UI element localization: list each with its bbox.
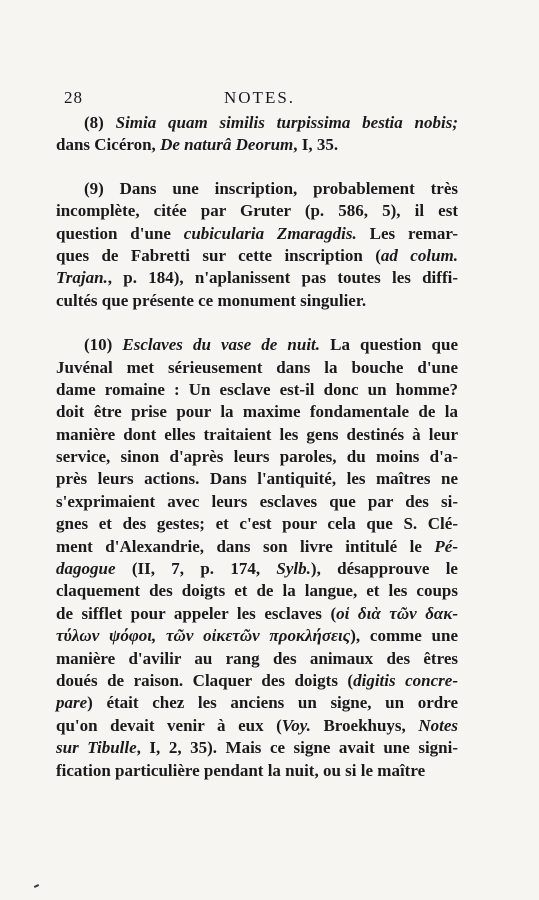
text-line [56,178,458,200]
text-segment: , I, 35. [293,135,339,155]
text-segment: manière d'avilir au rang des animaux des êtres [56,648,458,668]
text-segment: , I, 2, 35). Mais ce signe avait une signi- [136,738,459,758]
text-segment: , p. 184), n'aplanissent pas toutes les diffi- [107,268,458,288]
running-title: NOTES. [224,88,296,107]
text-segment: manière dont elles traitaient les gens destinés à leur [56,424,458,444]
text-segment: (II, 7, p. 174, [115,559,277,579]
text-segment: dans Cicéron, [56,135,161,155]
text-segment: Juvénal met sérieusement dans la bouche d'une [56,357,458,377]
text-segment: Les remar- [356,223,458,243]
text-segment: (10) [84,335,123,355]
italic-text: pare [56,693,88,713]
notes-body [56,112,458,782]
text-line [56,334,458,356]
text-line [56,446,458,468]
text-line [56,536,458,558]
text-segment: qu'on devait venir à eux ( [56,715,282,735]
text-line [56,200,458,222]
text-segment: fication particulière pendant la nuit, ou si le maître [56,760,426,780]
ink-speck [34,884,39,888]
italic-text: τύλων ψόφοι, τῶν οἰκετῶν προκλήσεις [56,626,351,646]
text-segment: près leurs actions. Dans l'antiquité, les maîtres ne [56,469,458,489]
italic-text: dagogue [56,559,116,579]
text-line [56,513,458,535]
text-segment: doués de raison. Claquer des doigts ( [56,670,354,690]
note-9 [56,178,458,312]
text-segment: de sifflet pour appeler les esclaves ( [56,603,337,623]
text-line [56,580,458,602]
text-segment: (9) Dans une inscription, probablement très [84,178,458,198]
text-segment: gnes et des gestes; et c'est pour cela que S. Clé- [56,514,458,534]
text-line [56,692,458,714]
italic-text: cubicularia Zmaragdis. [183,223,357,243]
text-segment: dame romaine : Un esclave est-il donc un homme? [56,379,458,399]
text-segment: ) était chez les anciens un signe, un ordre [87,693,458,713]
page-number: 28 [64,88,83,107]
text-line [56,648,458,670]
italic-text: sur Tibulle [56,738,137,758]
text-segment: La question que [320,335,459,355]
text-line [56,134,458,156]
text-line [56,491,458,513]
text-line [56,468,458,490]
italic-text: De naturâ Deorum [160,135,294,155]
italic-text: Simia quam similis turpissima bestia nobis; [115,113,459,132]
italic-text: Esclaves du vase de nuit. [122,335,321,355]
text-line [56,670,458,692]
text-segment: ), comme une [350,626,458,646]
italic-text: Trajan. [56,268,108,288]
text-segment: ment d'Alexandrie, dans son livre intitulé le [56,536,435,556]
italic-text: Notes [418,715,459,735]
text-line [56,625,458,647]
italic-text: οἱ διὰ τῶν δακ- [336,603,458,623]
text-segment: Broekhuys, [310,715,419,735]
text-line [56,245,458,267]
text-line [56,379,458,401]
italic-text: ad colum. [380,245,458,265]
italic-text: Voy. [281,715,311,735]
text-segment: s'exprimaient avec leurs esclaves que par des si- [56,491,458,511]
text-segment: (8) [84,113,116,132]
text-segment: doit être prise pour la maxime fondamentale de la [56,402,458,422]
text-line [56,603,458,625]
text-line [56,112,458,134]
text-segment: cultés que présente ce monument singulier. [56,290,367,310]
text-line [56,401,458,423]
text-line [56,715,458,737]
text-segment: incomplète, citée par Gruter (p. 586, 5), il est [56,201,458,221]
text-line [56,558,458,580]
running-header [64,88,464,108]
text-segment: ques de Fabretti sur cette inscription ( [56,245,381,265]
text-line [56,357,458,379]
text-line [56,424,458,446]
italic-text: digitis concre- [353,670,458,690]
italic-text: Pé- [434,536,458,556]
note-10 [56,334,458,782]
text-segment: question d'une [56,223,184,243]
italic-text: Sylb. [276,559,311,579]
text-line [56,267,458,289]
text-line [56,290,458,312]
text-line [56,737,458,759]
note-8 [56,112,458,157]
text-line [56,223,458,245]
text-segment: claquement des doigts et de la langue, et les coups [56,581,458,601]
text-segment: ), désapprouve le [310,559,458,579]
text-line [56,760,458,782]
text-segment: service, sinon d'après leurs paroles, du moins d'a- [56,447,458,467]
